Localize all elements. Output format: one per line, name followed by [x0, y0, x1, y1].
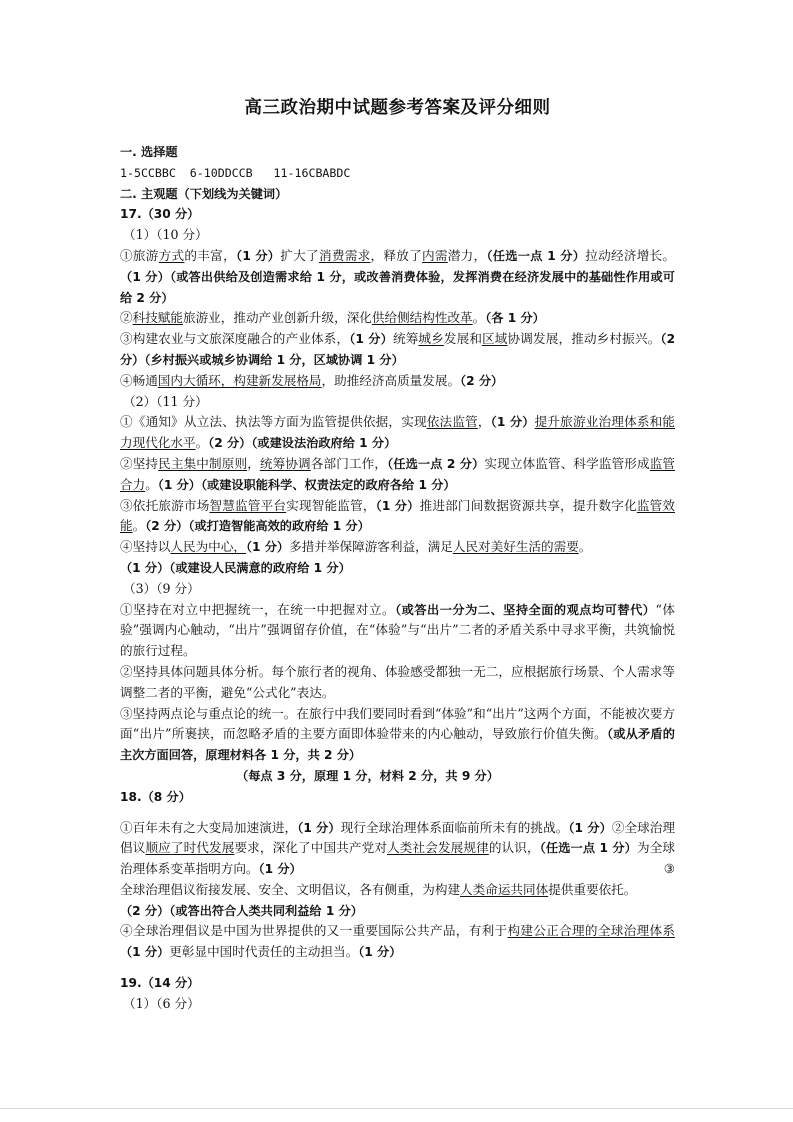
page-bottom-divider: [0, 1108, 793, 1109]
q17-heading: 17.（30 分）: [120, 207, 200, 222]
keyword: 国内大循环，构建新发展格局: [157, 372, 322, 388]
q19-heading: 19.（14 分）: [120, 976, 200, 991]
q17-part2-heading: （2）（11 分）: [123, 393, 208, 409]
keyword: 监管合力: [120, 455, 676, 492]
section-1-heading: 一. 选择题: [120, 145, 178, 159]
q17-p2-point3: ③依托旅游市场智慧监管平台实现智能监管，（1 分）推进部门间数据资源共享，提升数字化监管效能。（2 分）（或打造智能高效的政府给 1 分）: [120, 497, 675, 534]
q17-p1-point1: ①旅游方式的丰富，（1 分）扩大了消费需求，释放了内需潜力，（任选一点 1 分）拉动经济增长。（1 分）（或答出供给及创造需求给 1 分，或改善消费体验，发挥消费在经济发展中的基础性作用或可给 2 分）: [120, 247, 676, 305]
choice-answers: 1-5CCBBC 6-10DDCCB 11-16CBABDC: [120, 165, 351, 180]
keyword: 科技赋能: [132, 310, 183, 326]
q18-point3-score: （2 分）（或答出符合人类共同利益给 1 分）: [120, 903, 363, 918]
q18-point4: ④全球治理倡议是中国为世界提供的又一重要国际公共产品，有利于构建公正合理的全球治理体系（1 分）更彰显中国时代责任的主动担当。（1 分）: [120, 923, 676, 960]
keyword: 构建公正合理的全球治理体系: [507, 923, 676, 939]
q17-p3-scoring-note: （每点 3 分，原理 1 分，材料 2 分，共 9 分）: [236, 768, 499, 783]
q17-p2-point4: ④坚持以人民为中心，（1 分）多措并举保障游客利益，满足人民对美好生活的需要。: [120, 539, 592, 555]
keyword: 提升旅游业治理体系和能力现代化水平: [120, 414, 675, 451]
q17-p2-point2: ②坚持民主集中制原则，统筹协调各部门工作，（任选一点 2 分）实现立体监管、科学监管形成监管合力。（1 分）（或建设职能科学、权责法定的政府各给 1 分）: [120, 455, 676, 492]
keyword: 人民对美好生活的需要: [452, 539, 579, 555]
keyword: 消费需求: [318, 247, 371, 263]
q17-p2-point4-score: （1 分）（或建设人民满意的政府给 1 分）: [120, 560, 351, 575]
keyword: 人民为中心，: [170, 539, 246, 555]
q18-point1-2: ①百年未有之大变局加速演进，（1 分）现行全球治理体系面临前所未有的挑战。（1 分）②全球治理倡议顺应了时代发展要求，深化了中国共产党对人类社会发展规律的认识，（任选一点 1 分）为全球治理体系变革指明方向。（1 分） ③: [120, 819, 676, 877]
section-2-heading: 二. 主观题（下划线为关键词）: [120, 186, 288, 201]
answer-key-page: [120, 96, 675, 1015]
keyword: 智慧监管平台: [209, 497, 287, 513]
keyword: 监管效能: [120, 497, 675, 534]
keyword: 民主集中制原则: [158, 455, 248, 471]
keyword: 人类社会发展规律: [387, 840, 489, 856]
keyword: 供给侧结构性改革: [371, 310, 473, 326]
q17-p2-point1: ①《通知》从立法、执法等方面为监管提供依据，实现依法监管，（1 分）提升旅游业治理体系和能力现代化水平。（2 分）（或建设法治政府给 1 分）: [120, 414, 675, 451]
q18-heading: 18.（8 分）: [120, 789, 191, 804]
keyword: 内需: [422, 247, 448, 263]
q17-p3-point3: ③坚持两点论与重点论的统一。在旅行中我们要同时看到“体验”和“出片”这两个方面，不能被次要方面“出片”所裹挟，而忽略矛盾的主要方面即体验带来的内心触动，导致旅行价值失衡。（或从矛盾的主次方面回答，原理材料各 1 分，共 2 分）: [120, 705, 675, 763]
keyword: 区域: [482, 331, 508, 347]
keyword: 依法监管: [426, 414, 478, 430]
q17-part3-heading: （3）（9 分）: [123, 580, 200, 596]
q17-part1-heading: （1）（10 分）: [123, 227, 208, 243]
q17-p1-point2: ②科技赋能旅游业，推动产业创新升级，深化供给侧结构性改革。（各 1 分）: [120, 310, 545, 326]
keyword: 统筹协调: [259, 455, 311, 471]
q19-part1-heading: （1）（6 分）: [123, 995, 200, 1011]
q17-p3-point2: ②坚持具体问题具体分析。每个旅行者的视角、体验感受都独一无二，应根据旅行场景、个人需求等调整二者的平衡，避免“公式化”表达。: [120, 663, 675, 700]
q17-p3-point1: ①坚持在对立中把握统一，在统一中把握对立。（或答出一分为二、坚持全面的观点均可替代）“体验”强调内心触动，“出片”强调留存价值，在“体验”与“出片”二者的矛盾关系中寻求平衡，共筑愉悦的旅行过程。: [120, 601, 675, 659]
q17-p1-point4: ④畅通国内大循环，构建新发展格局，助推经济高质量发展。（2 分）: [120, 372, 504, 388]
page-title: 高三政治期中试题参考答案及评分细则: [244, 98, 551, 118]
keyword: 城乡: [418, 331, 444, 347]
keyword: 顺应了时代发展: [145, 840, 235, 856]
keyword: 方式: [158, 247, 185, 263]
q17-p1-point3: ③构建农业与文旅深度融合的产业体系，（1 分）统筹城乡发展和区域协调发展，推动乡村振兴。（2 分）（乡村振兴或城乡协调给 1 分，区域协调 1 分）: [120, 331, 676, 367]
q18-point3: 全球治理倡议衔接发展、安全、文明倡议，各有侧重，为构建人类命运共同体提供重要依托。: [120, 881, 637, 897]
keyword: 人类命运共同体: [460, 881, 549, 897]
